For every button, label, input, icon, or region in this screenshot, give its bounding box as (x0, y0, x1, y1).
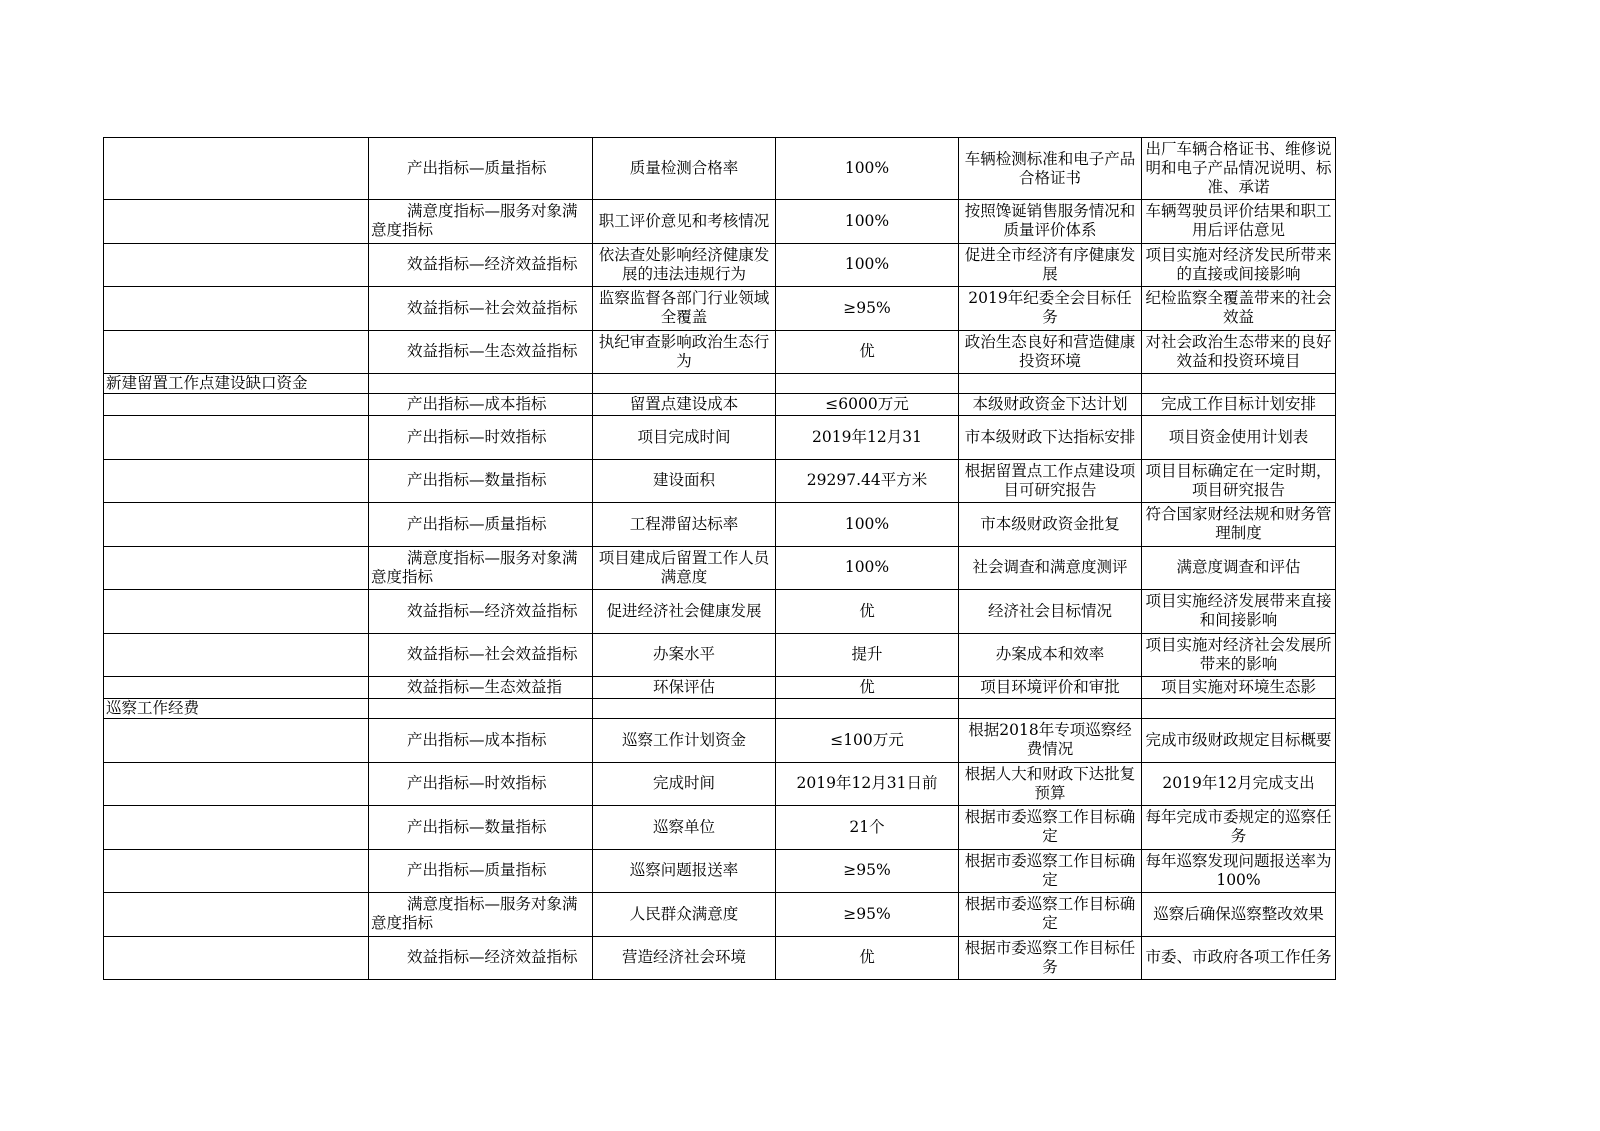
indicator-note-cell: 项目实施对经济社会发展所带来的影响 (1142, 633, 1336, 677)
project-cell-empty (104, 633, 369, 677)
indicator-category-cell-text: 产出指标—质量指标 (407, 861, 547, 880)
indicator-name-cell: 工程滞留达标率 (593, 503, 776, 547)
indicator-basis-cell: 本级财政资金下达计划 (959, 394, 1142, 416)
table-row (104, 200, 1336, 244)
empty-cell (959, 374, 1142, 394)
indicator-value-cell: 优 (776, 590, 959, 634)
indicator-value-cell: ≥95% (776, 849, 959, 893)
indicator-category-cell (369, 138, 593, 200)
indicator-basis-cell: 根据人大和财政下达批复预算 (959, 762, 1142, 806)
indicator-value-cell: 优 (776, 936, 959, 980)
indicator-basis-cell: 社会调查和满意度测评 (959, 546, 1142, 590)
project-cell-empty (104, 719, 369, 763)
table-row (104, 590, 1336, 634)
indicator-note-cell: 每年巡察发现问题报送率为100% (1142, 849, 1336, 893)
project-cell-empty (104, 138, 369, 200)
indicator-value-cell: 100% (776, 138, 959, 200)
indicator-value-cell: ≤100万元 (776, 719, 959, 763)
indicator-category-cell (369, 330, 593, 374)
indicator-note-cell: 满意度调查和评估 (1142, 546, 1336, 590)
empty-cell (776, 699, 959, 719)
indicator-note-cell: 完成工作目标计划安排 (1142, 394, 1336, 416)
table-row (104, 849, 1336, 893)
project-cell-empty (104, 849, 369, 893)
indicator-value-cell: 100% (776, 200, 959, 244)
indicator-name-cell: 监察监督各部门行业领域全覆盖 (593, 287, 776, 331)
indicator-category-cell-text: 效益指标—社会效益指标 (407, 298, 578, 317)
indicator-name-cell: 质量检测合格率 (593, 138, 776, 200)
indicator-note-cell: 车辆驾驶员评价结果和职工用后评估意见 (1142, 200, 1336, 244)
performance-indicator-table (103, 137, 1336, 980)
project-header-row (104, 374, 1336, 394)
empty-cell (776, 374, 959, 394)
indicator-note-cell: 巡察后确保巡察整改效果 (1142, 893, 1336, 937)
indicator-category-cell-text: 效益指标—经济效益指标 (407, 255, 578, 274)
indicator-name-cell: 环保评估 (593, 677, 776, 699)
indicator-basis-cell: 根据留置点工作点建设项目可研究报告 (959, 459, 1142, 503)
table-row (104, 459, 1336, 503)
indicator-name-cell: 执纪审查影响政治生态行为 (593, 330, 776, 374)
indicator-name-cell: 留置点建设成本 (593, 394, 776, 416)
indicator-basis-cell: 根据市委巡察工作目标任务 (959, 936, 1142, 980)
indicator-category-cell (369, 936, 593, 980)
indicator-note-cell: 项目实施经济发展带来直接和间接影响 (1142, 590, 1336, 634)
table-row (104, 806, 1336, 850)
table-row (104, 936, 1336, 980)
indicator-basis-cell: 车辆检测标准和电子产品合格证书 (959, 138, 1142, 200)
indicator-basis-cell: 市本级财政下达指标安排 (959, 416, 1142, 460)
indicator-value-cell: 提升 (776, 633, 959, 677)
table-row (104, 394, 1336, 416)
indicator-category-cell-text: 效益指标—生态效益指标 (407, 342, 578, 361)
indicator-category-cell (369, 719, 593, 763)
indicator-value-cell: ≥95% (776, 893, 959, 937)
table-row (104, 762, 1336, 806)
indicator-category-cell-text: 满意度指标—服务对象满意度指标 (371, 548, 578, 586)
indicator-category-cell-text: 产出指标—数量指标 (407, 471, 547, 490)
indicator-category-cell-text: 满意度指标—服务对象满意度指标 (371, 895, 578, 933)
project-header-row (104, 699, 1336, 719)
indicator-category-cell-text: 产出指标—数量指标 (407, 817, 547, 836)
table-row (104, 138, 1336, 200)
table-body (104, 138, 1336, 980)
indicator-value-cell: 优 (776, 330, 959, 374)
indicator-category-cell (369, 849, 593, 893)
indicator-category-cell-text: 产出指标—时效指标 (407, 774, 547, 793)
indicator-category-cell-text: 满意度指标—服务对象满意度指标 (371, 202, 578, 240)
project-cell-empty (104, 546, 369, 590)
empty-cell (593, 699, 776, 719)
indicator-note-cell: 完成市级财政规定目标概要 (1142, 719, 1336, 763)
project-cell-empty (104, 243, 369, 287)
project-cell-empty (104, 503, 369, 547)
indicator-value-cell: ≤6000万元 (776, 394, 959, 416)
indicator-note-cell: 项目实施对环境生态影 (1142, 677, 1336, 699)
indicator-category-cell (369, 503, 593, 547)
indicator-name-cell: 营造经济社会环境 (593, 936, 776, 980)
empty-cell (959, 699, 1142, 719)
indicator-note-cell: 2019年12月完成支出 (1142, 762, 1336, 806)
indicator-category-cell-text: 效益指标—经济效益指标 (407, 948, 578, 967)
indicator-basis-cell: 根据市委巡察工作目标确定 (959, 806, 1142, 850)
indicator-name-cell: 依法查处影响经济健康发展的违法违规行为 (593, 243, 776, 287)
project-cell-empty (104, 893, 369, 937)
table-row (104, 893, 1336, 937)
indicator-value-cell: 29297.44平方米 (776, 459, 959, 503)
indicator-category-cell-text: 效益指标—生态效益指 (407, 678, 563, 696)
project-cell-empty (104, 330, 369, 374)
project-name-cell: 巡察工作经费 (104, 699, 369, 719)
indicator-basis-cell: 根据市委巡察工作目标确定 (959, 893, 1142, 937)
indicator-note-cell: 项目目标确定在一定时期，项目研究报告 (1142, 459, 1336, 503)
indicator-value-cell: 100% (776, 503, 959, 547)
project-cell-empty (104, 762, 369, 806)
project-cell-empty (104, 459, 369, 503)
indicator-basis-cell: 2019年纪委全会目标任务 (959, 287, 1142, 331)
indicator-note-cell: 符合国家财经法规和财务管理制度 (1142, 503, 1336, 547)
indicator-category-cell-text: 产出指标—成本指标 (407, 730, 547, 749)
indicator-note-cell: 市委、市政府各项工作任务 (1142, 936, 1336, 980)
indicator-note-cell: 对社会政治生态带来的良好效益和投资环境目 (1142, 330, 1336, 374)
indicator-basis-cell: 促进全市经济有序健康发展 (959, 243, 1142, 287)
project-cell-empty (104, 677, 369, 699)
indicator-name-cell: 巡察问题报送率 (593, 849, 776, 893)
indicator-category-cell (369, 633, 593, 677)
indicator-note-cell: 项目实施对经济发民所带来的直接或间接影响 (1142, 243, 1336, 287)
project-cell-empty (104, 200, 369, 244)
table-row (104, 677, 1336, 699)
indicator-name-cell: 巡察单位 (593, 806, 776, 850)
empty-cell (369, 374, 593, 394)
indicator-category-cell (369, 546, 593, 590)
project-cell-empty (104, 394, 369, 416)
indicator-name-cell: 促进经济社会健康发展 (593, 590, 776, 634)
empty-cell (1142, 699, 1336, 719)
indicator-value-cell: 100% (776, 546, 959, 590)
indicator-category-cell-text: 产出指标—质量指标 (407, 514, 547, 533)
table-row (104, 719, 1336, 763)
indicator-value-cell: ≥95% (776, 287, 959, 331)
indicator-name-cell: 职工评价意见和考核情况 (593, 200, 776, 244)
indicator-basis-cell: 市本级财政资金批复 (959, 503, 1142, 547)
table-row (104, 416, 1336, 460)
indicator-category-cell (369, 806, 593, 850)
project-cell-empty (104, 287, 369, 331)
indicator-note-cell: 每年完成市委规定的巡察任务 (1142, 806, 1336, 850)
indicator-category-cell (369, 243, 593, 287)
indicator-basis-cell: 经济社会目标情况 (959, 590, 1142, 634)
indicator-category-cell-text: 产出指标—质量指标 (407, 159, 547, 177)
table-row (104, 243, 1336, 287)
indicator-basis-cell: 办案成本和效率 (959, 633, 1142, 677)
indicator-category-cell (369, 590, 593, 634)
project-cell-empty (104, 936, 369, 980)
indicator-category-cell (369, 416, 593, 460)
table-row (104, 503, 1336, 547)
indicator-note-cell: 出厂车辆合格证书、维修说明和电子产品情况说明、标准、承诺 (1142, 138, 1336, 200)
indicator-category-cell (369, 394, 593, 416)
indicator-note-cell: 项目资金使用计划表 (1142, 416, 1336, 460)
project-name-cell: 新建留置工作点建设缺口资金 (104, 374, 369, 394)
indicator-category-cell (369, 893, 593, 937)
indicator-basis-cell: 政治生态良好和营造健康投资环境 (959, 330, 1142, 374)
table-row (104, 546, 1336, 590)
indicator-value-cell: 100% (776, 243, 959, 287)
indicator-basis-cell: 根据2018年专项巡察经费情况 (959, 719, 1142, 763)
indicator-basis-cell: 按照馋诞销售服务情况和质量评价体系 (959, 200, 1142, 244)
indicator-name-cell: 项目完成时间 (593, 416, 776, 460)
indicator-value-cell: 2019年12月31日前 (776, 762, 959, 806)
empty-cell (369, 699, 593, 719)
empty-cell (593, 374, 776, 394)
indicator-category-cell-text: 效益指标—社会效益指标 (407, 645, 578, 664)
indicator-category-cell (369, 459, 593, 503)
indicator-category-cell-text: 效益指标—经济效益指标 (407, 601, 578, 620)
indicator-name-cell: 巡察工作计划资金 (593, 719, 776, 763)
indicator-basis-cell: 根据市委巡察工作目标确定 (959, 849, 1142, 893)
indicator-name-cell: 人民群众满意度 (593, 893, 776, 937)
indicator-name-cell: 项目建成后留置工作人员满意度 (593, 546, 776, 590)
table-row (104, 330, 1336, 374)
indicator-category-cell-text: 产出指标—时效指标 (407, 427, 547, 446)
indicator-category-cell (369, 762, 593, 806)
indicator-name-cell: 建设面积 (593, 459, 776, 503)
indicator-category-cell (369, 287, 593, 331)
indicator-category-cell-text: 产出指标—成本指标 (407, 395, 547, 413)
indicator-name-cell: 办案水平 (593, 633, 776, 677)
indicator-value-cell: 优 (776, 677, 959, 699)
project-cell-empty (104, 806, 369, 850)
indicator-note-cell: 纪检监察全覆盖带来的社会效益 (1142, 287, 1336, 331)
indicator-basis-cell: 项目环境评价和审批 (959, 677, 1142, 699)
indicator-name-cell: 完成时间 (593, 762, 776, 806)
project-cell-empty (104, 590, 369, 634)
table-row (104, 287, 1336, 331)
project-cell-empty (104, 416, 369, 460)
indicator-category-cell (369, 200, 593, 244)
indicator-value-cell: 21个 (776, 806, 959, 850)
empty-cell (1142, 374, 1336, 394)
indicator-category-cell (369, 677, 593, 699)
table-row (104, 633, 1336, 677)
indicator-value-cell: 2019年12月31 (776, 416, 959, 460)
